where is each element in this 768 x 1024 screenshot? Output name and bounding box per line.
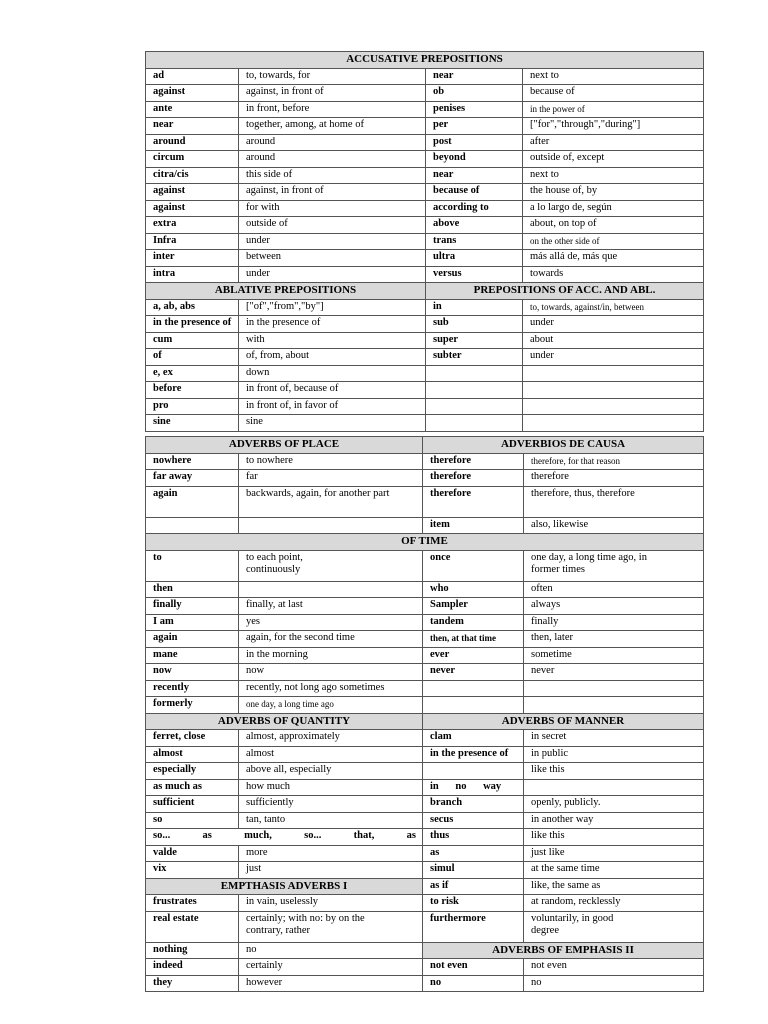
- table-row: cum with super about: [146, 332, 704, 349]
- table-row: real estate certainly; with no: by on the contrary, rather furthermore voluntarily, in good degree: [146, 911, 704, 942]
- table-row: frustrates in vain, uselessly to risk at random, recklessly: [146, 895, 704, 912]
- time-title: OF TIME: [146, 534, 704, 551]
- acc-abl-title: PREPOSITIONS OF ACC. AND ABL.: [426, 283, 704, 300]
- manner-title: ADVERBS OF MANNER: [423, 713, 704, 730]
- place-title: ADVERBS OF PLACE: [146, 437, 423, 454]
- table-row: circum around beyond outside of, except: [146, 151, 704, 168]
- table-row: Infra under trans on the other side of: [146, 233, 704, 250]
- quantity-header-row: [146, 713, 704, 730]
- place-header-row: [146, 437, 704, 454]
- table-row: I am yes tandem finally: [146, 614, 704, 631]
- table-row: sine sine: [146, 415, 704, 432]
- table-row: extra outside of above about, on top of: [146, 217, 704, 234]
- prepositions-table: [145, 51, 704, 432]
- causa-title: ADVERBIOS DE CAUSA: [423, 437, 704, 454]
- table-row: citra/cis this side of near next to: [146, 167, 704, 184]
- table-row: to to each point, continuously once one day, a long time ago, in former times: [146, 550, 704, 581]
- table-row: item also, likewise: [146, 517, 704, 534]
- emphasis1-title: EMPTHASIS ADVERBS I: [146, 878, 423, 895]
- table-row: of of, from, about subter under: [146, 349, 704, 366]
- table-row: so tan, tanto secus in another way: [146, 812, 704, 829]
- table-row: pro in front of, in favor of: [146, 398, 704, 415]
- table-row: so... as much, so... that, as thus like this: [146, 829, 704, 846]
- table-row: ferret, close almost, approximately clam in secret: [146, 730, 704, 747]
- table-row: against against, in front of ob because of: [146, 85, 704, 102]
- table-row: especially above all, especially like this: [146, 763, 704, 780]
- table-row: inter between ultra más allá de, más que: [146, 250, 704, 267]
- table-row: e, ex down: [146, 365, 704, 382]
- emphasis-header-row: EMPTHASIS ADVERBS I as if like, the same as: [146, 878, 704, 895]
- quantity-title: ADVERBS OF QUANTITY: [146, 713, 423, 730]
- table-row: vix just simul at the same time: [146, 862, 704, 879]
- accusative-title: ACCUSATIVE PREPOSITIONS: [146, 52, 704, 69]
- table-row: mane in the morning ever sometime: [146, 647, 704, 664]
- table-row: ante in front, before penises in the power of: [146, 101, 704, 118]
- table-row: sufficient sufficiently branch openly, publicly.: [146, 796, 704, 813]
- table-row: formerly one day, a long time ago: [146, 697, 704, 714]
- table-row: near together, among, at home of per ["for","through","during"]: [146, 118, 704, 135]
- table-row: valde more as just like: [146, 845, 704, 862]
- adverbs-table: [145, 436, 704, 992]
- emphasis2-header-row: nothing no ADVERBS OF EMPHASIS II: [146, 942, 704, 959]
- table-row: nowhere to nowhere therefore therefore, for that reason: [146, 453, 704, 470]
- table-row: ad to, towards, for near next to: [146, 68, 704, 85]
- table-row: against against, in front of because of the house of, by: [146, 184, 704, 201]
- table-row: far away far therefore therefore: [146, 470, 704, 487]
- table-row: against for with according to a lo largo de, según: [146, 200, 704, 217]
- table-row: then who often: [146, 581, 704, 598]
- table-row: finally finally, at last Sampler always: [146, 598, 704, 615]
- table-row: in the presence of in the presence of sub under: [146, 316, 704, 333]
- table-row: as much as how much in no way: [146, 779, 704, 796]
- emphasis2-title: ADVERBS OF EMPHASIS II: [423, 942, 704, 959]
- table-row: recently recently, not long ago sometimes: [146, 680, 704, 697]
- table-row: before in front of, because of: [146, 382, 704, 399]
- table-row: almost almost in the presence of in public: [146, 746, 704, 763]
- time-header-row: [146, 534, 704, 551]
- table-row: a, ab, abs ["of","from","by"] in to, towards, against/in, between: [146, 299, 704, 316]
- table-row: they however no no: [146, 975, 704, 992]
- table-row: intra under versus towards: [146, 266, 704, 283]
- table-row: around around post after: [146, 134, 704, 151]
- table-row: indeed certainly not even not even: [146, 959, 704, 976]
- ablative-header-row: [146, 283, 704, 300]
- accusative-header-row: [146, 52, 704, 69]
- table-row: again backwards, again, for another part therefore therefore, thus, therefore: [146, 486, 704, 517]
- table-row: now now never never: [146, 664, 704, 681]
- ablative-title: ABLATIVE PREPOSITIONS: [146, 283, 426, 300]
- table-row: again again, for the second time then, at that time then, later: [146, 631, 704, 648]
